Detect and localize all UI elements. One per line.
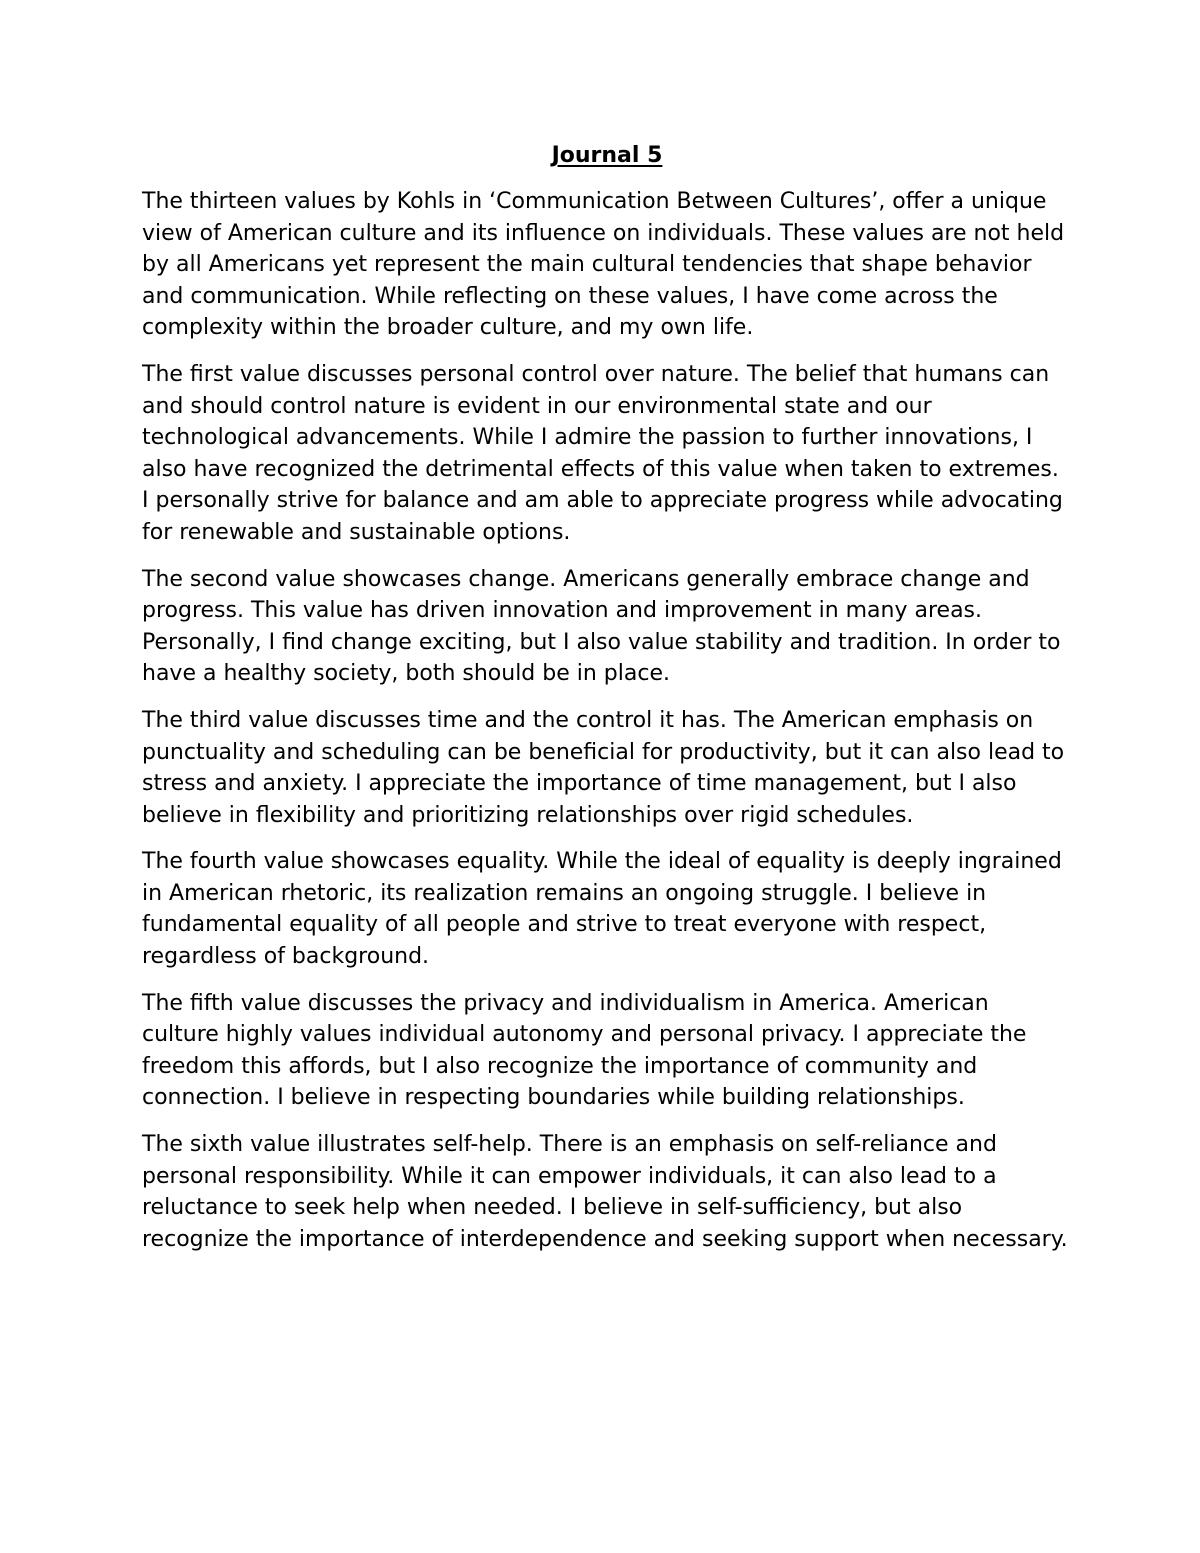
paragraph-intro: The thirteen values by Kohls in ‘Communication Between Cultures’, offer a unique view of American culture and its influence on individuals. These values are not held by all Americans yet represent the main cultural tendencies that shape behavior and communication. While reflecting on these values, I have come across the complexity within the broader culture, and my own life. xyxy=(142,189,1065,341)
paragraph-sixth-value: The sixth value illustrates self-help. There is an emphasis on self-reliance and personal responsibility. While it can empower individuals, it can also lead to a reluctance to seek help when needed. I believe in self-sufficiency, but also recognize the importance of interdependence and seeking support when necessary. xyxy=(142,1132,1068,1252)
paragraph-third-value: The third value discusses time and the control it has. The American emphasis on punctuality and scheduling can be beneficial for productivity, but it can also lead to stress and anxiety. I appreciate the importance of time management, but I also believe in flexibility and prioritizing relationships over rigid schedules. xyxy=(142,707,1065,828)
paragraph-fifth-value: The fifth value discusses the privacy and individualism in America. American culture highly values individual autonomy and personal privacy. I appreciate the freedom this affords, but I also recognize the importance of community and connection. I believe in respecting boundaries while building relationships. xyxy=(142,990,1027,1111)
paragraph-first-value: The first value discusses personal control over nature. The belief that humans can and should control nature is evident in our environmental state and our technological advancements. While I admire the passion to further innovations, I also have recognized the detrimental effects of this value when taken to extremes. I personally strive for balance and am able to appreciate progress while advocating for renewable and sustainable options. xyxy=(142,361,1063,545)
document-page xyxy=(142,140,1072,1270)
paragraph-fourth-value: The fourth value showcases equality. While the ideal of equality is deeply ingrained in American rhetoric, its realization remains an ongoing struggle. I believe in fundamental equality of all people and strive to treat everyone with respect, regardless of background. xyxy=(142,849,1062,970)
paragraph-second-value: The second value showcases change. Americans generally embrace change and progress. This value has driven innovation and improvement in many areas. Personally, I find change exciting, but I also value stability and tradition. In order to have a healthy society, both should be in place. xyxy=(142,566,1061,687)
document-title: Journal 5 xyxy=(551,143,663,168)
